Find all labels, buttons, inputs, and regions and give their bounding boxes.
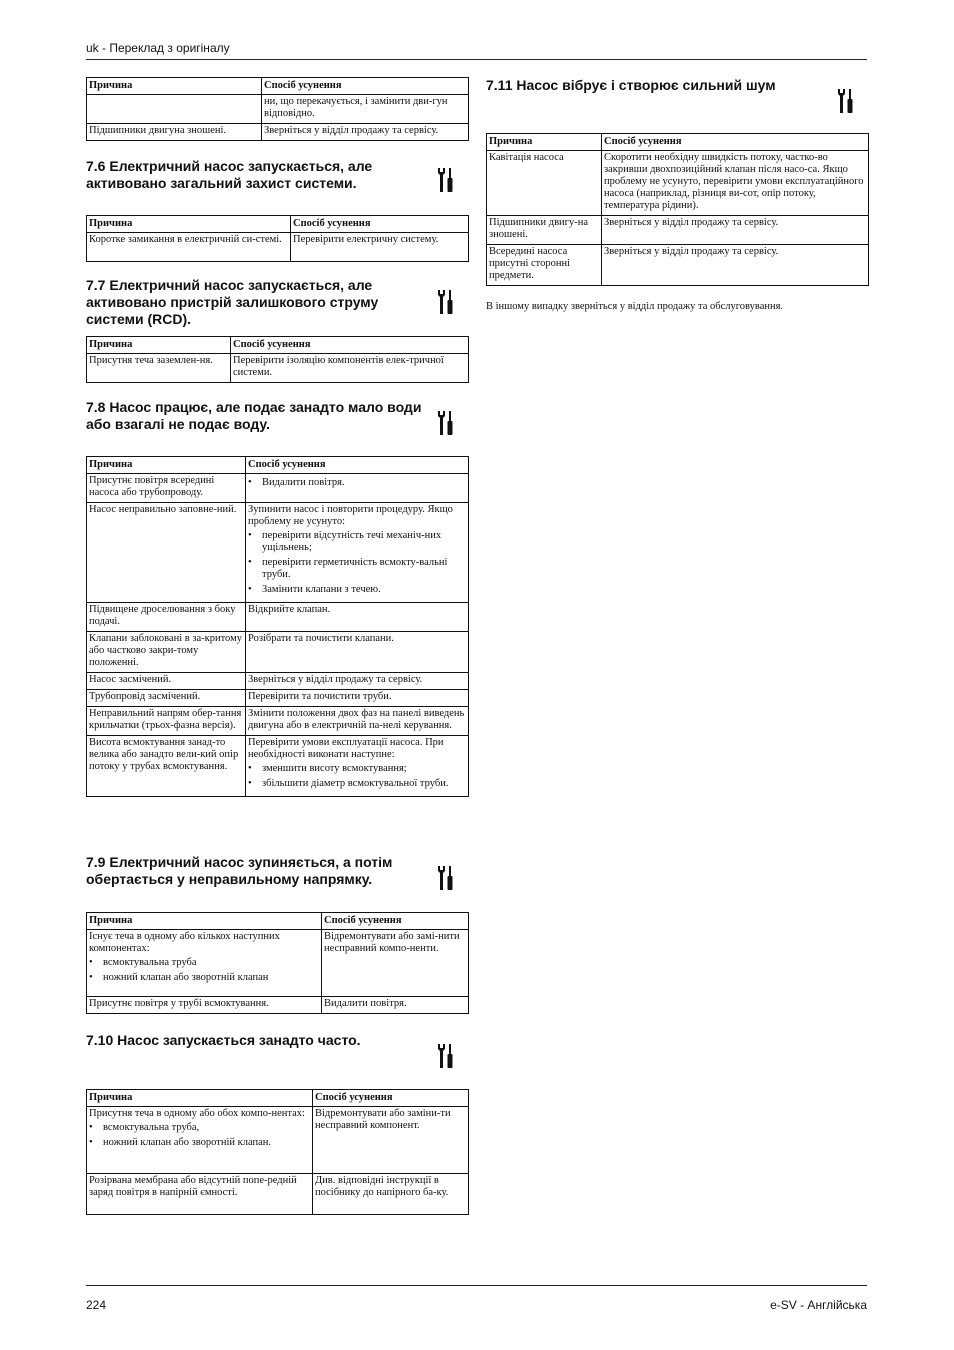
table-row: Насос неправильно заповне-ний. Зупинити насос і повторити процедуру. Якщо проблему не усунуто: • перевірити відсутність течі механіч-них ущільнень; • перевірити герметичність всмокту-вальні труби. • Замінити клапани з течею. xyxy=(87,503,469,603)
section-title-7-9: 7.9 Електричний насос зупиняється, а потім обертається у неправильному напрямку. xyxy=(86,854,393,887)
wrench-screwdriver-icon xyxy=(435,865,455,891)
table-row: Насос засмічений. Зверніться у відділ продажу та сервісу. xyxy=(87,673,469,690)
table-row: Присутня теча в одному або обох компо-нентах: • всмоктувальна труба, • ножний клапан або зворотній клапан. Відремонтувати або заміни-ти несправний компонент. xyxy=(87,1107,469,1174)
table-row: Існує теча в одному або кількох наступних компонентах: • всмоктувальна труба • ножний клапан або зворотній клапан Відремонтувати або замі-нити несправний компо-ненти. xyxy=(87,930,469,997)
table-7-8: Причина Спосіб усунення Присутнє повітря всередині насоса або трубопроводу. • Видалити повітря. Насос неправильно заповне-ний. Зупинити насос і повторити процедуру. Якщо проблему не усунуто: • перевірити відсутність течі механіч-них ущільнень; • перевірити герметичність всмокту-вальні труби. • Замінити клапани з течею. Підвищене дроселювання з боку подачі. Відкрийте клапан. Клапани заблоковані в за-критому або частково закри-тому положенні. Розібрати та почистити клапани. Насос засмічений. Зверніться у відділ продажу та сервісу. Трубопровід засмічений. Перевірити та почистити труби. Неправильний напрям обер-тання крильчатки (трьох-фазна версія). Змінити положення двох фаз на панелі виведень двигуна або в електричній па-нелі керування. Висота всмоктування занад-то велика або занадто вели-кий опір потоку у трубах всмоктування. Перевірити умови експлуатації насоса. При необхідності виконати наступне: • зменшити висоту всмоктування; • збільшити діаметр всмоктувальної труби. xyxy=(86,456,469,797)
table-row: Підшипники двигуна зношені. Зверніться у відділ продажу та сервісу. xyxy=(87,124,469,141)
table-7-10: Причина Спосіб усунення Присутня теча в одному або обох компо-нентах: • всмоктувальна труба, • ножний клапан або зворотній клапан. Відремонтувати або заміни-ти несправний компонент. Розірвана мембрана або відсутній попе-редній заряд повітря в напірній ємності. Див. відповідні інструкції в посібнику до напірного ба-ку. xyxy=(86,1089,469,1215)
table-row: Клапани заблоковані в за-критому або частково закри-тому положенні. Розібрати та почистити клапани. xyxy=(87,632,469,673)
table-7-7: Причина Спосіб усунення Присутня теча заземлен-ня. Перевірити ізоляцію компонентів елек-тричної системи. xyxy=(86,336,469,383)
section-title-7-11: 7.11 Насос вібрує і створює сильний шум xyxy=(486,77,776,93)
table-row: ни, що перекачується, і замінити дви-гун відповідно. xyxy=(87,95,469,124)
table-row: Всередині насоса присутні сторонні предмети. Зверніться у відділ продажу та сервісу. xyxy=(487,245,869,286)
table-row: Висота всмоктування занад-то велика або занадто вели-кий опір потоку у трубах всмоктування. Перевірити умови експлуатації насоса. При необхідності виконати наступне: • зменшити висоту всмоктування; • збільшити діаметр всмоктувальної труби. xyxy=(87,736,469,797)
col-head-cause: Причина xyxy=(87,78,262,95)
table-row: Підвищене дроселювання з боку подачі. Відкрийте клапан. xyxy=(87,603,469,632)
section-title-7-7: 7.7 Електричний насос запускається, але активовано пристрій залишкового струму системи (RCD). xyxy=(86,277,379,327)
table-7-11: Причина Спосіб усунення Кавітація насоса Скоротити необхідну швидкість потоку, частко-во закривши двохпозиційний клапан після насо-са. Якщо проблему не усунуто, перевірити умови експлуатаційного насоса (наприклад, різниця ви-сот, опір потоку, температура рідини). Підшипники двигу-на зношені. Зверніться у відділ продажу та сервісу. Всередині насоса присутні сторонні предмети. Зверніться у відділ продажу та сервісу. xyxy=(486,133,869,286)
wrench-screwdriver-icon xyxy=(435,1043,455,1069)
table-continued xyxy=(86,77,469,141)
section-title-7-8: 7.8 Насос працює, але подає занадто мало води або взагалі не подає воду. xyxy=(86,399,422,432)
section-title-7-10: 7.10 Насос запускається занадто часто. xyxy=(86,1032,361,1048)
table-row: Розірвана мембрана або відсутній попе-редній заряд повітря в напірній ємності. Див. відповідні інструкції в посібнику до напірного ба-ку. xyxy=(87,1174,469,1215)
wrench-screwdriver-icon xyxy=(835,88,855,114)
table-7-6: Причина Спосіб усунення Коротке замикання в електричній си-стемі. Перевірити електричну систему. xyxy=(86,215,469,262)
wrench-screwdriver-icon xyxy=(435,167,455,193)
table-row: Коротке замикання в електричній си-стемі. Перевірити електричну систему. xyxy=(87,233,469,262)
page-number: 224 xyxy=(86,1298,107,1312)
table-row: Присутнє повітря всередині насоса або трубопроводу. • Видалити повітря. xyxy=(87,474,469,503)
table-7-9: Причина Спосіб усунення Існує теча в одному або кількох наступних компонентах: • всмоктувальна труба • ножний клапан або зворотній клапан Відремонтувати або замі-нити несправний компо-ненти. Присутнє повітря у трубі всмоктування. Видалити повітря. xyxy=(86,912,469,1014)
footer-rule xyxy=(86,1285,867,1286)
wrench-screwdriver-icon xyxy=(435,289,455,315)
section-title-7-6: 7.6 Електричний насос запускається, але активовано загальний захист системи. xyxy=(86,158,373,191)
wrench-screwdriver-icon xyxy=(435,410,455,436)
table-row: Неправильний напрям обер-тання крильчатки (трьох-фазна версія). Змінити положення двох фаз на панелі виведень двигуна або в електричній па-нелі керування. xyxy=(87,707,469,736)
col-head-remedy: Спосіб усунення xyxy=(262,78,469,95)
table-row: Підшипники двигу-на зношені. Зверніться у відділ продажу та сервісу. xyxy=(487,216,869,245)
table-row: Присутнє повітря у трубі всмоктування. Видалити повітря. xyxy=(87,997,469,1014)
table-row: Кавітація насоса Скоротити необхідну швидкість потоку, частко-во закривши двохпозиційний клапан після насо-са. Якщо проблему не усунуто, перевірити умови експлуатаційного насоса (наприклад, різниця ви-сот, опір потоку, температура рідини). xyxy=(487,151,869,216)
page-header: uk - Переклад з оригіналу xyxy=(86,41,230,55)
document-name: e-SV - Англійська xyxy=(770,1298,867,1312)
note-text: В іншому випадку зверніться у відділ продажу та обслуговування. xyxy=(486,301,784,312)
header-rule xyxy=(86,59,867,60)
table-row: Присутня теча заземлен-ня. Перевірити ізоляцію компонентів елек-тричної системи. xyxy=(87,354,469,383)
table-row: Трубопровід засмічений. Перевірити та почистити труби. xyxy=(87,690,469,707)
